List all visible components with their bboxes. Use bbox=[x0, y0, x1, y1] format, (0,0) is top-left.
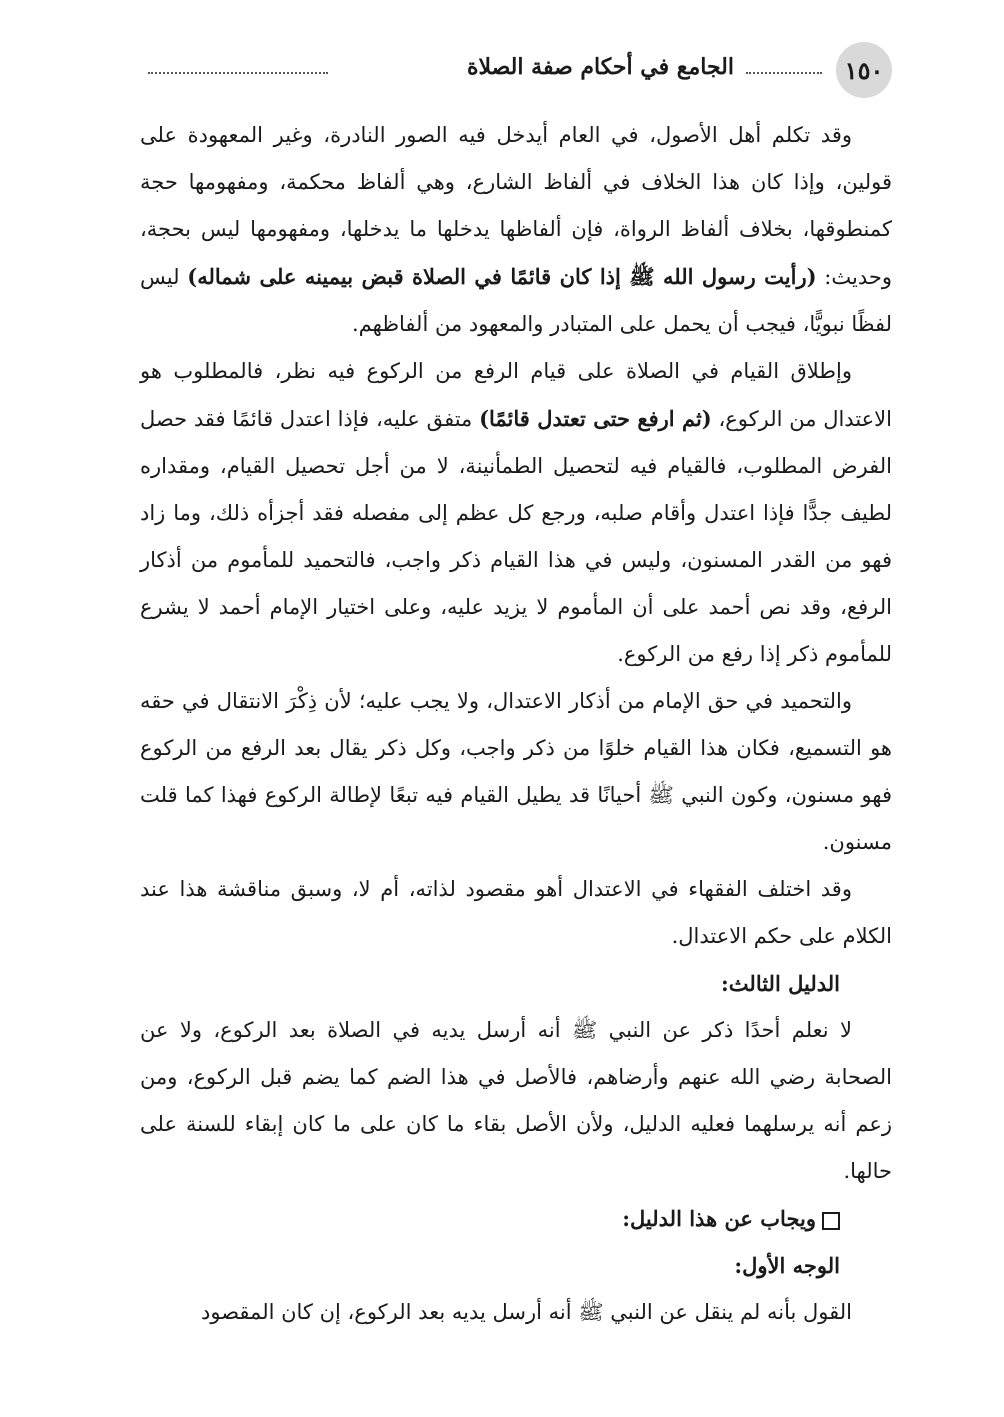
hadith-quote-2: (ثم ارفع حتى تعتدل قائمًا) bbox=[479, 406, 712, 431]
checkbox-square-icon bbox=[822, 1212, 840, 1230]
paragraph-1 bbox=[140, 112, 892, 348]
header-dotted-rule-left bbox=[148, 72, 328, 74]
paragraph-2 bbox=[140, 348, 892, 678]
page-body bbox=[140, 112, 892, 1336]
paragraph-2-part-b: متفق عليه، فإذا اعتدل قائمًا فقد حصل الفرض المطلوب، فالقيام فيه لتحصيل الطمأنينة، لا من أجل تحصيل القيام، ومقداره لطيف جدًّا فإذا اعتدل وأقام صلبه، ورجع كل عظم إلى مفصله فقد أجزأه ذلك، وما زاد فهو من القدر المسنون، وليس في هذا القيام ذكر واجب، فالتحميد للمأموم من أذكار الرفع، وقد نص أحمد على أن المأموم لا يزيد عليه، وعلى اختيار الإمام أحمد لا يشرع للمأموم ذكر إذا رفع من الركوع. bbox=[140, 407, 892, 666]
heading-first-aspect: الوجه الأول: bbox=[734, 1253, 840, 1278]
paragraph-3: والتحميد في حق الإمام من أذكار الاعتدال، ولا يجب عليه؛ لأن ذِكْرَ الانتقال في حقه هو التسميع، فكان هذا القيام خلوًا من ذكر واجب، وكل ذكر يقال بعد الرفع من الركوع فهو مسنون، وكون النبي ﷺ أحيانًا قد يطيل القيام فيه تبعًا لإطالة الركوع فهذا كما قلت مسنون. bbox=[140, 689, 892, 854]
heading-answer-text: ويجاب عن هذا الدليل: bbox=[622, 1206, 816, 1231]
page-number: ١٥٠ bbox=[836, 42, 892, 98]
paragraph-1-part-b: ليس لفظًا نبويًّا، فيجب أن يحمل على المتبادر والمعهود من ألفاظهم. bbox=[140, 265, 892, 336]
paragraph-2-part-a: وإطلاق القيام في الصلاة على قيام الرفع من الركوع فيه نظر، فالمطلوب هو الاعتدال من الركوع، bbox=[140, 359, 892, 431]
paragraph-4: وقد اختلف الفقهاء في الاعتدال أهو مقصود لذاته، أم لا، وسبق مناقشة هذا عند الكلام على حكم الاعتدال. bbox=[140, 877, 892, 948]
heading-answer bbox=[140, 1195, 892, 1242]
header-dotted-rule-right bbox=[746, 72, 822, 74]
hadith-quote-1: (رأيت رسول الله ﷺ إذا كان قائمًا في الصلاة قبض بيمينه على شماله) bbox=[187, 264, 817, 289]
paragraph-1-part-a: وقد تكلم أهل الأصول، في العام أيدخل فيه الصور النادرة، وغير المعهودة على قولين، وإذا كان هذا الخلاف في ألفاظ الشارع، وهي ألفاظ محكمة، ومفهومها حجة كمنطوقها، بخلاف ألفاظ الرواة، فإن ألفاظها يدخلها ما يدخلها، ومفهومها ليس بحجة، وحديث: bbox=[140, 123, 892, 289]
paragraph-third-evidence: لا نعلم أحدًا ذكر عن النبي ﷺ أنه أرسل يديه في الصلاة بعد الركوع، ولا عن الصحابة رضي الله عنهم وأرضاهم، فالأصل في هذا الضم كما يضم قبل الركوع، ومن زعم أنه يرسلهما فعليه الدليل، ولأن الأصل بقاء ما كان على ما كان إبقاء للسنة على حالها. bbox=[140, 1018, 892, 1183]
paragraph-first-aspect: القول بأنه لم ينقل عن النبي ﷺ أنه أرسل يديه بعد الركوع، إن كان المقصود bbox=[201, 1300, 852, 1324]
book-title: الجامع في أحكام صفة الصلاة bbox=[459, 54, 742, 80]
heading-third-evidence: الدليل الثالث: bbox=[721, 971, 840, 996]
page-header bbox=[140, 42, 892, 100]
